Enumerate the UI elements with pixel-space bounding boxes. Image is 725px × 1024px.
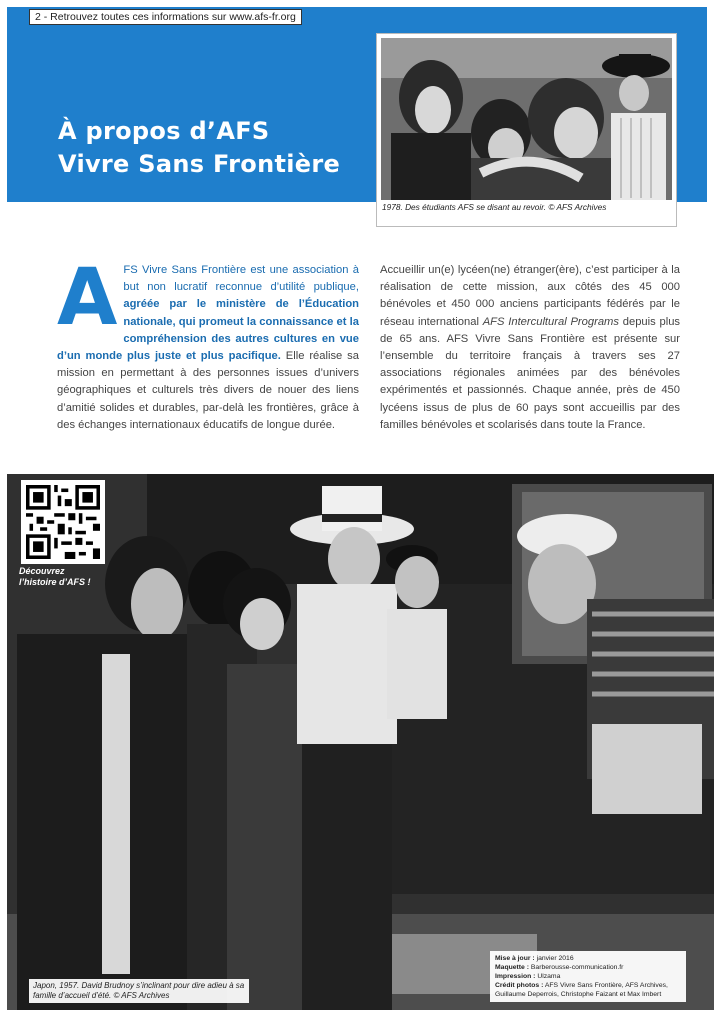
drop-cap: A — [57, 253, 118, 343]
photo-top-caption: 1978. Des étudiants AFS se disant au revoir. © AFS Archives — [382, 202, 607, 212]
qr-label — [19, 566, 111, 588]
farewell-scene-photo — [7, 474, 714, 1010]
qr-code-icon — [26, 485, 100, 559]
photo-students-farewell — [376, 33, 677, 227]
students-hugging-photo — [381, 38, 672, 200]
credits-layout: Maquette : Barberousse-communication.fr — [495, 964, 624, 971]
qr-label-line-2: l’histoire d’AFS ! — [19, 577, 91, 587]
credits-photos-names: Guillaume Deperrois, Christophe Faizant et Max Imbert — [495, 991, 662, 998]
credits-photos: Crédit photos : AFS Vivre Sans Frontière, AFS Archives, — [495, 982, 668, 989]
mission-text: Elle réalise sa mission en permettant à des personnes issues d’univers géographiques et culturels très divers de nouer des liens d’amitié solides et durables, par-delà les frontières, grâce à des échanges internationaux éducatifs de longue durée. — [57, 350, 359, 431]
photo-japan-1957 — [7, 474, 714, 1010]
page-title — [58, 115, 368, 181]
title-line-1: À propos d’AFS — [58, 117, 270, 145]
credits-print: Impression : Ulzama — [495, 973, 561, 980]
photo-bottom-caption: Japon, 1957. David Brudnoy s’inclinant pour dire adieu à sa famille d’accueil d’été. © AFS Archives — [29, 979, 249, 1003]
hosting-text: Accueillir un(e) lycéen(ne) étranger(ère), c’est participer à la réalisation de cette mission, aux côtés des 45 000 bénévoles et 450 000 anciens participants fédérés par le réseau international — [380, 264, 680, 328]
title-line-2: Vivre Sans Frontière — [58, 150, 341, 178]
page-header: 2 - Retrouvez toutes ces informations sur www.afs-fr.org — [29, 9, 302, 25]
about-column-left — [57, 253, 359, 434]
network-text: depuis plus de 65 ans. AFS Vivre Sans Frontière est présente sur l’ensemble du territoire français à travers ses 27 associations régionales animées par des bénévoles expérimentés et passionnés. Chaque année, près de 450 lycéens issus de plus de 60 pays sont accueillis par des familles bénévoles et scolarisés dans toute la France. — [380, 315, 681, 431]
qr-code[interactable] — [21, 480, 105, 564]
qr-label-line-1: Découvrez — [19, 566, 65, 576]
about-column-right — [380, 262, 680, 434]
credits-box — [490, 951, 686, 1002]
lead-bold-text: agréée par le ministère de l’Éducation nationale, qui promeut la connaissance et la compréhension des autres cultures en vue d’un monde plus juste et plus pacifique. — [57, 298, 359, 363]
credits-update: Mise à jour : janvier 2016 — [495, 955, 574, 962]
lead-text: FS Vivre Sans Frontière est une association à but non lucratif reconnue d’utilité publique, — [123, 264, 359, 294]
program-name: AFS Intercultural Programs — [482, 315, 619, 328]
